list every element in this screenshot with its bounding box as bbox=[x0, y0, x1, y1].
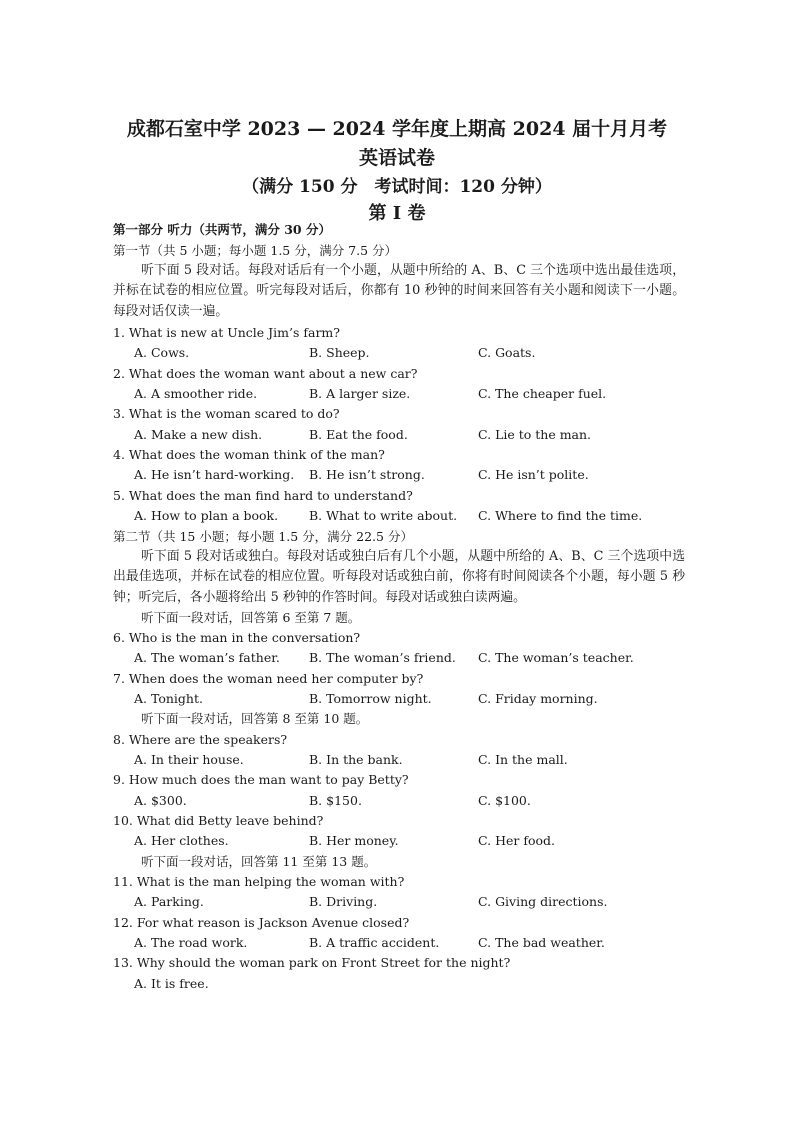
option-c: C. Where to find the time. bbox=[478, 508, 643, 523]
option-a: A. The woman’s father. bbox=[134, 650, 280, 665]
option-c: C. Goats. bbox=[478, 345, 536, 360]
question-11: 11. What is the man helping the woman with? bbox=[113, 874, 405, 889]
option-a: A. A smoother ride. bbox=[134, 386, 258, 401]
option-a: A. He isn’t hard-working. bbox=[134, 467, 295, 482]
option-c: C. Giving directions. bbox=[478, 894, 608, 909]
question-12: 12. For what reason is Jackson Avenue closed? bbox=[113, 915, 410, 930]
listening-cue: 听下面一段对话，回答第 6 至第 7 题。 bbox=[141, 610, 361, 625]
option-b: B. The woman’s friend. bbox=[309, 650, 456, 665]
option-c: C. The bad weather. bbox=[478, 935, 605, 950]
option-b: B. Eat the food. bbox=[309, 427, 408, 442]
option-b: B. What to write about. bbox=[309, 508, 458, 523]
listening-cue: 听下面一段对话，回答第 8 至第 10 题。 bbox=[141, 711, 369, 726]
option-c: C. Lie to the man. bbox=[478, 427, 592, 442]
option-b: B. In the bank. bbox=[309, 752, 403, 767]
question-3: 3. What is the woman scared to do? bbox=[113, 406, 340, 421]
option-b: B. Sheep. bbox=[309, 345, 370, 360]
option-b: B. Tomorrow night. bbox=[309, 691, 432, 706]
volume-title: 第 I 卷 bbox=[368, 203, 426, 224]
option-a: A. Cows. bbox=[134, 345, 190, 360]
option-b: B. Her money. bbox=[309, 833, 399, 848]
option-c: C. Friday morning. bbox=[478, 691, 598, 706]
option-c: C. He isn’t polite. bbox=[478, 467, 589, 482]
question-6: 6. Who is the man in the conversation? bbox=[113, 630, 361, 645]
option-a: A. In their house. bbox=[134, 752, 244, 767]
question-10: 10. What did Betty leave behind? bbox=[113, 813, 324, 828]
option-b: B. $150. bbox=[309, 793, 362, 808]
option-a: A. It is free. bbox=[134, 976, 209, 991]
section-instructions: 听下面 5 段对话。每段对话后有一个小题，从题中所给的 A、B、C 三个选项中选出最佳选项，并标在试卷的相应位置。听完每段对话后，你都有 10 秒钟的时间来回答有关小题和阅读下一小题。每段对话仅读一遍。 bbox=[113, 263, 685, 319]
listening-cue: 听下面一段对话，回答第 11 至第 13 题。 bbox=[141, 854, 377, 869]
option-a: A. How to plan a book. bbox=[134, 508, 279, 523]
option-a: A. The road work. bbox=[134, 935, 248, 950]
option-b: B. Driving. bbox=[309, 894, 378, 909]
option-c: C. Her food. bbox=[478, 833, 555, 848]
option-a: A. Tonight. bbox=[134, 691, 203, 706]
question-1: 1. What is new at Uncle Jim’s farm? bbox=[113, 325, 340, 340]
question-2: 2. What does the woman want about a new car? bbox=[113, 366, 418, 381]
exam-subject: 英语试卷 bbox=[358, 147, 435, 169]
option-c: C. $100. bbox=[478, 793, 531, 808]
question-5: 5. What does the man find hard to understand? bbox=[113, 488, 413, 503]
question-13: 13. Why should the woman park on Front Street for the night? bbox=[113, 955, 511, 970]
option-b: B. He isn’t strong. bbox=[309, 467, 425, 482]
option-a: A. $300. bbox=[134, 793, 187, 808]
section-instructions: 听下面 5 段对话或独白。每段对话或独白后有几个小题，从题中所给的 A、B、C 三个选项中选出最佳选项，并标在试卷的相应位置。听每段对话或独白前，你将有时间阅读各个小题，每小题 5 秒钟；听完后，各小题将给出 5 秒钟的作答时间。每段对话或独白读两遍。 bbox=[113, 549, 685, 605]
part-heading: 第一部分 听力（共两节，满分 30 分） bbox=[113, 222, 331, 237]
section-heading: 第二节（共 15 小题；每小题 1.5 分，满分 22.5 分） bbox=[113, 529, 413, 544]
option-a: A. Parking. bbox=[134, 894, 204, 909]
question-7: 7. When does the woman need her computer by? bbox=[113, 671, 424, 686]
option-b: B. A traffic accident. bbox=[309, 935, 440, 950]
question-4: 4. What does the woman think of the man? bbox=[113, 447, 385, 462]
question-9: 9. How much does the man want to pay Betty? bbox=[113, 772, 409, 787]
option-a: A. Her clothes. bbox=[134, 833, 229, 848]
exam-info: （满分 150 分 考试时间：120 分钟） bbox=[242, 177, 552, 197]
question-8: 8. Where are the speakers? bbox=[113, 732, 288, 747]
exam-title: 成都石室中学 2023 — 2024 学年度上期高 2024 届十月月考 bbox=[126, 118, 668, 140]
option-c: C. The cheaper fuel. bbox=[478, 386, 607, 401]
option-c: C. The woman’s teacher. bbox=[478, 650, 634, 665]
option-b: B. A larger size. bbox=[309, 386, 411, 401]
option-a: A. Make a new dish. bbox=[134, 427, 263, 442]
section-heading: 第一节（共 5 小题；每小题 1.5 分，满分 7.5 分） bbox=[113, 243, 398, 258]
option-c: C. In the mall. bbox=[478, 752, 568, 767]
